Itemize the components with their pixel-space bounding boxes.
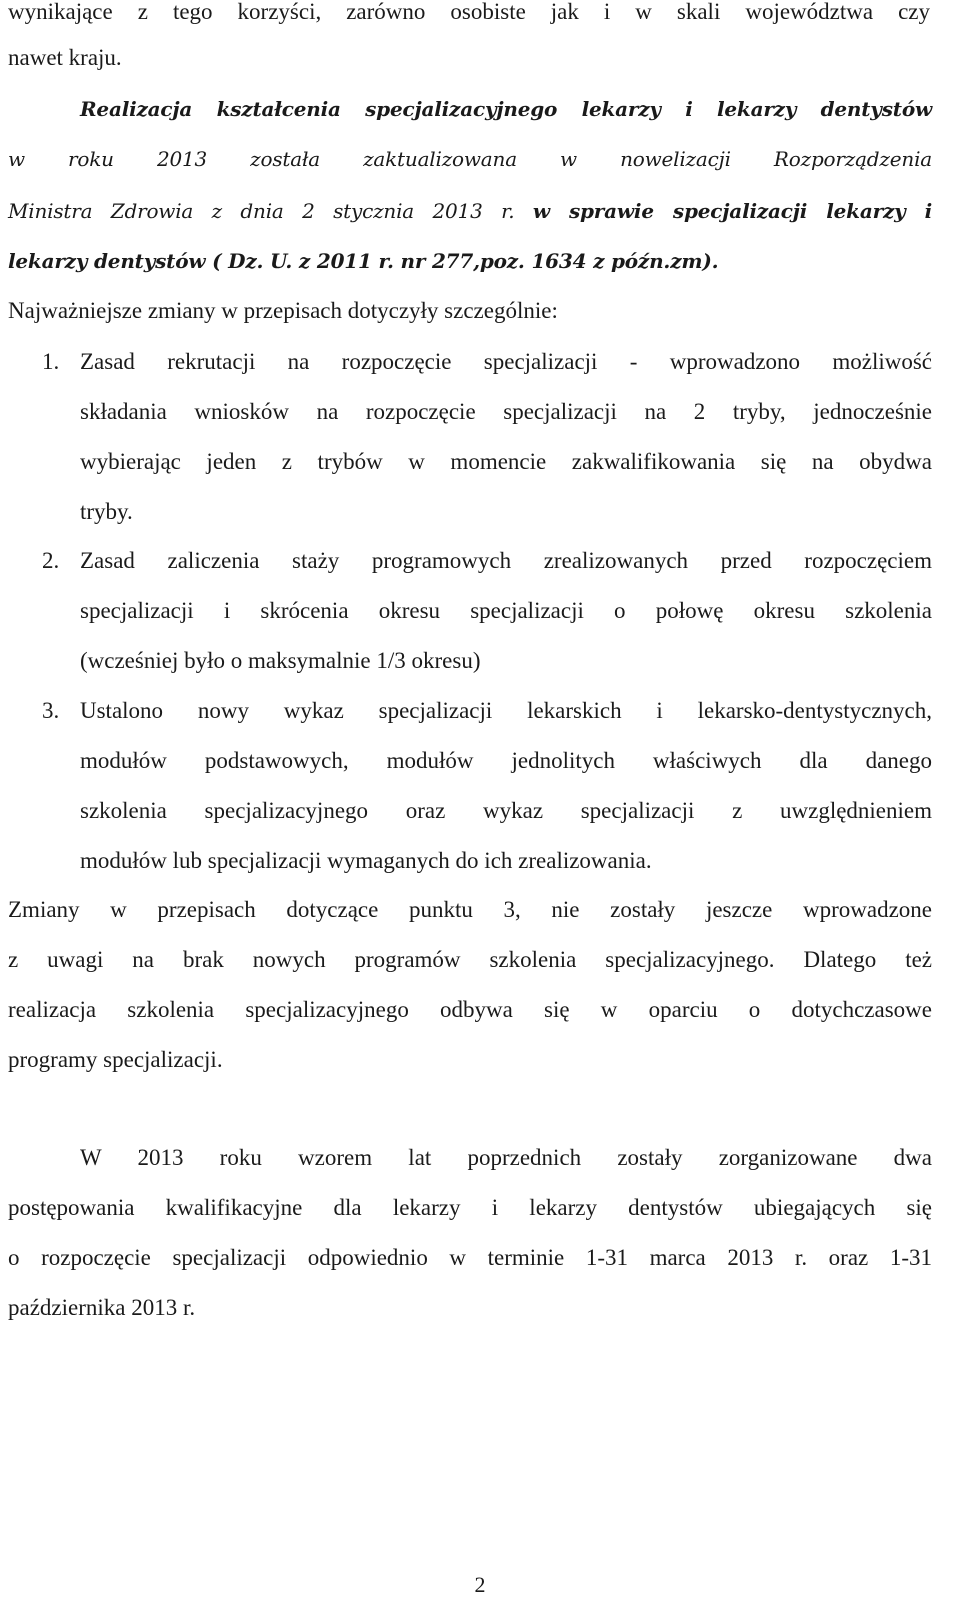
point3-line: programy specjalizacji.: [8, 1047, 223, 1072]
item-line: specjalizacji i skrócenia okresu specjalizacji o połowę okresu szkolenia: [80, 598, 932, 623]
regulation-line: w roku 2013 została zaktualizowana w nowelizacji Rozporządzenia: [8, 147, 932, 171]
item-line: modułów podstawowych, modułów jednolitych właściwych dla danego: [80, 748, 932, 773]
point3-line: Zmiany w przepisach dotyczące punktu 3, nie zostały jeszcze wprowadzone: [8, 897, 932, 922]
item-line: modułów lub specjalizacji wymaganych do ich zrealizowania.: [80, 848, 652, 873]
page-number: 2: [474, 1572, 486, 1597]
regulation-line-normal: Ministra Zdrowia z dnia 2 stycznia 2013 r.: [8, 199, 533, 223]
point3-line: z uwagi na brak nowych programów szkolenia specjalizacyjnego. Dlatego też: [8, 947, 932, 972]
item-line: składania wniosków na rozpoczęcie specjalizacji na 2 tryby, jednocześnie: [80, 399, 932, 424]
point3-line: realizacja szkolenia specjalizacyjnego odbywa się w oparciu o dotychczasowe: [8, 997, 932, 1022]
regulation-line: [8, 196, 932, 226]
item-number: 1.: [42, 349, 60, 374]
procedures-line: postępowania kwalifikacyjne dla lekarzy i lekarzy dentystów ubiegających się: [8, 1195, 932, 1220]
procedures-line: o rozpoczęcie specjalizacji odpowiednio w terminie 1-31 marca 2013 r. oraz 1-31: [8, 1245, 932, 1270]
item-number: 2.: [42, 548, 60, 573]
item-line: Ustalono nowy wykaz specjalizacji lekarskich i lekarsko-dentystycznych,: [80, 698, 932, 723]
procedures-line: października 2013 r.: [8, 1295, 196, 1320]
item-line: tryby.: [80, 499, 133, 524]
regulation-line: Realizacja kształcenia specjalizacyjnego lekarzy i lekarzy dentystów: [80, 97, 932, 121]
changes-heading: Najważniejsze zmiany w przepisach dotyczyły szczególnie:: [8, 298, 558, 323]
item-line: szkolenia specjalizacyjnego oraz wykaz specjalizacji z uwzględnieniem: [80, 798, 932, 823]
item-line: Zasad rekrutacji na rozpoczęcie specjalizacji - wprowadzono możliwość: [80, 349, 932, 374]
item-line: Zasad zaliczenia staży programowych zrealizowanych przed rozpoczęciem: [80, 548, 932, 573]
procedures-line: W 2013 roku wzorem lat poprzednich zostały zorganizowane dwa: [80, 1145, 932, 1170]
item-line: wybierając jeden z trybów w momencie zakwalifikowania się na obydwa: [80, 449, 932, 474]
regulation-line: lekarzy dentystów ( Dz. U. z 2011 r. nr 277,poz. 1634 z późn.zm).: [8, 249, 719, 273]
item-number: 3.: [42, 698, 60, 723]
intro-line: nawet kraju.: [8, 45, 122, 70]
regulation-line-bold: w sprawie specjalizacji lekarzy i: [532, 199, 932, 223]
item-line: (wcześniej było o maksymalnie 1/3 okresu): [80, 648, 481, 673]
intro-line: wynikające z tego korzyści, zarówno osobiste jak i w skali województwa czy: [8, 0, 930, 24]
